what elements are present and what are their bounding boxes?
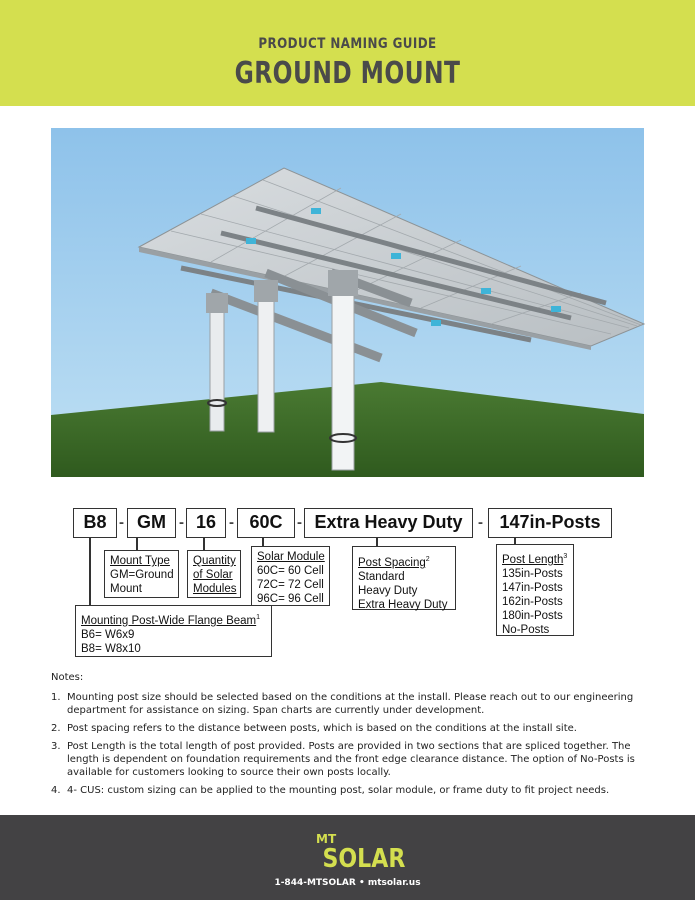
logo-text-mt: MT bbox=[316, 832, 337, 846]
connector-line bbox=[136, 538, 138, 550]
page-subtitle: PRODUCT NAMING GUIDE bbox=[258, 36, 437, 52]
notes-list bbox=[51, 691, 651, 797]
note-number: 4. bbox=[51, 785, 61, 796]
note-number: 2. bbox=[51, 723, 61, 734]
ground-mount-illustration bbox=[51, 128, 644, 477]
code-segment-mounting-post: B8 bbox=[73, 508, 117, 538]
desc-post-spacing-line: Heavy Duty bbox=[358, 584, 418, 597]
desc-solar-module-line: 72C= 72 Cell bbox=[257, 579, 324, 591]
footnote-marker: 2 bbox=[425, 556, 430, 563]
desc-solar-module-line: 96C= 96 Cell bbox=[257, 593, 324, 605]
desc-post-spacing bbox=[352, 546, 456, 610]
page-title: GROUND MOUNT bbox=[234, 56, 461, 91]
note-number: 1. bbox=[51, 692, 61, 703]
desc-post-spacing-title: Post Spacing bbox=[358, 556, 426, 569]
desc-solar-module-title: Solar Module bbox=[257, 551, 325, 563]
note-text: Post spacing refers to the distance between posts, which is based on the conditions at the install site. bbox=[67, 723, 577, 734]
footer-contact: 1-844-MTSOLAR • mtsolar.us bbox=[274, 878, 421, 888]
desc-post-length bbox=[496, 544, 574, 636]
header-band bbox=[0, 0, 695, 106]
footnote-marker: 3 bbox=[563, 553, 568, 560]
ground-mount-drawing bbox=[51, 128, 644, 477]
note-item bbox=[51, 740, 651, 779]
code-separator: - bbox=[229, 514, 234, 531]
notes-section bbox=[51, 672, 651, 802]
desc-mounting-post-line: B8= W8x10 bbox=[81, 642, 141, 655]
desc-post-spacing-line: Standard bbox=[358, 570, 405, 583]
desc-post-length-line: 180in-Posts bbox=[502, 609, 563, 622]
desc-quantity-title: of Solar bbox=[193, 569, 233, 581]
desc-quantity-title: Modules bbox=[193, 583, 237, 595]
note-text: Mounting post size should be selected based on the conditions at the install. Please reach out to our engineering department for assistance on sizing. Span charts are currently under development. bbox=[67, 692, 634, 716]
desc-post-length-line: 135in-Posts bbox=[502, 567, 563, 580]
desc-mounting-post-title: Mounting Post-Wide Flange Beam bbox=[81, 614, 257, 627]
desc-mounting-post-line: B6= W6x9 bbox=[81, 628, 135, 641]
desc-solar-module-line: 60C= 60 Cell bbox=[257, 565, 324, 577]
note-text: Post Length is the total length of post provided. Posts are provided in two sections that are spliced together. The length is dependent on foundation requirements and the front edge clearance distance. The option of No-Posts is available for customers looking to source their own posts locally. bbox=[67, 741, 635, 778]
desc-post-length-line: 162in-Posts bbox=[502, 595, 563, 608]
note-item bbox=[51, 784, 651, 797]
code-segment-post-length: 147in-Posts bbox=[488, 508, 612, 538]
note-text: 4- CUS: custom sizing can be applied to the mounting post, solar module, or frame duty to fit project needs. bbox=[67, 785, 610, 796]
code-separator: - bbox=[478, 514, 483, 531]
code-segment-post-spacing: Extra Heavy Duty bbox=[304, 508, 473, 538]
notes-heading: Notes: bbox=[51, 672, 84, 683]
code-separator: - bbox=[119, 514, 124, 531]
connector-line bbox=[203, 538, 205, 550]
desc-post-length-title: Post Length bbox=[502, 553, 564, 566]
desc-post-spacing-line: Extra Heavy Duty bbox=[358, 598, 448, 611]
desc-mount-type bbox=[104, 550, 179, 598]
footer-band bbox=[0, 815, 695, 900]
connector-line bbox=[89, 538, 91, 605]
desc-mount-type-title: Mount Type bbox=[110, 555, 170, 567]
code-segment-mount-type: GM bbox=[127, 508, 176, 538]
mtsolar-logo bbox=[314, 823, 406, 874]
code-separator: - bbox=[297, 514, 302, 531]
code-separator: - bbox=[179, 514, 184, 531]
desc-mount-type-line: GM=Ground bbox=[110, 569, 174, 581]
desc-mounting-post bbox=[75, 605, 272, 657]
code-segment-solar-module: 60C bbox=[237, 508, 295, 538]
desc-post-length-line: No-Posts bbox=[502, 623, 550, 636]
logo-text-solar: SOLAR bbox=[322, 843, 406, 874]
desc-post-length-line: 147in-Posts bbox=[502, 581, 563, 594]
note-item bbox=[51, 691, 651, 717]
desc-quantity-title: Quantity bbox=[193, 555, 236, 567]
note-item bbox=[51, 722, 651, 735]
desc-mount-type-line: Mount bbox=[110, 583, 142, 595]
footnote-marker: 1 bbox=[256, 614, 261, 621]
desc-solar-module bbox=[251, 546, 330, 606]
desc-quantity bbox=[187, 550, 241, 598]
code-segment-quantity: 16 bbox=[186, 508, 226, 538]
note-number: 3. bbox=[51, 741, 61, 752]
